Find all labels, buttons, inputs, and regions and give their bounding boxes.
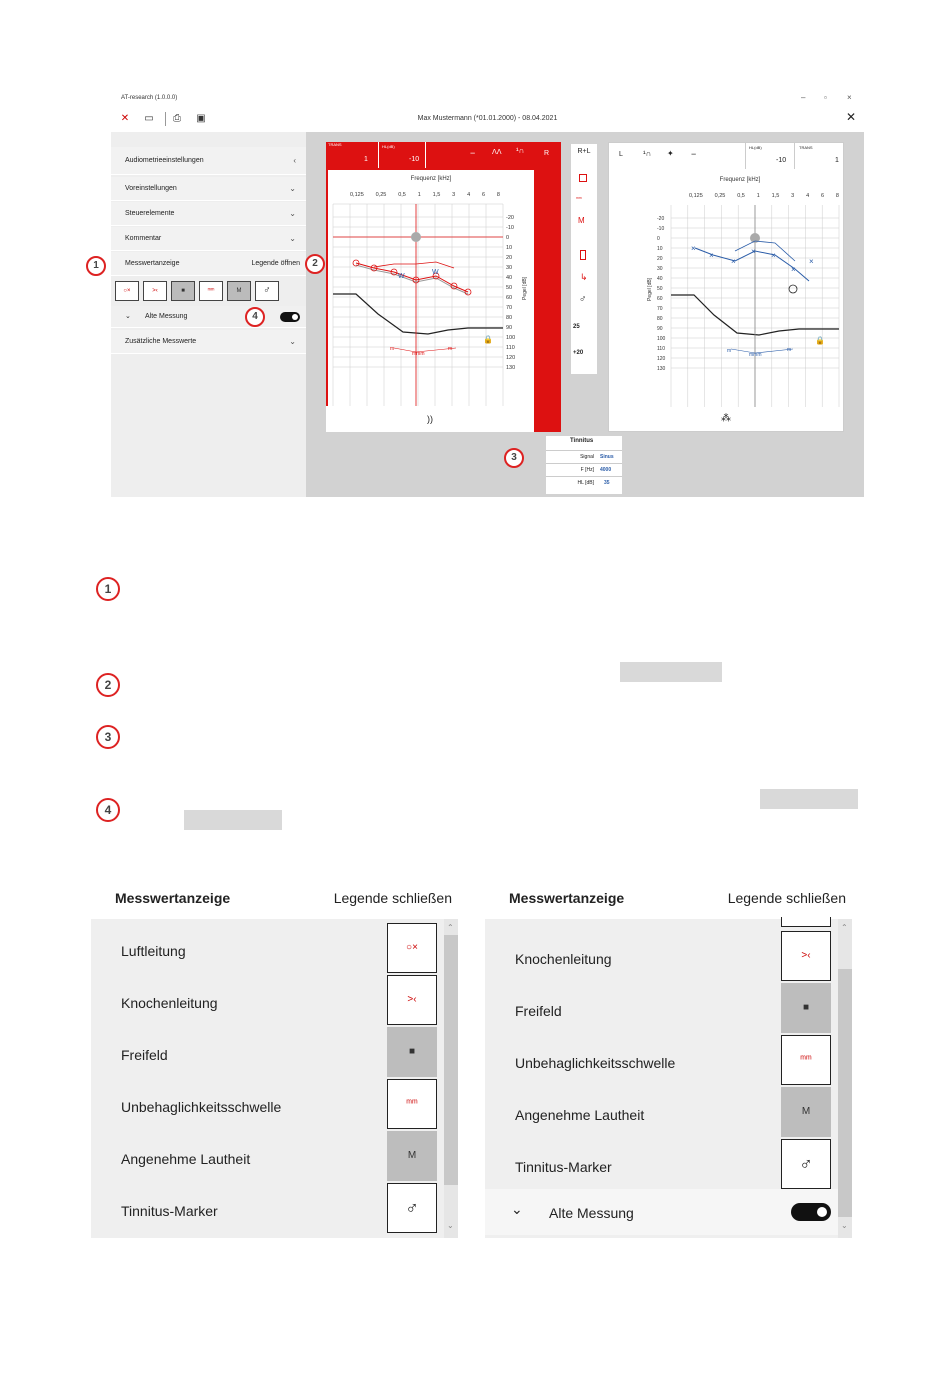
tinnitus-panel <box>546 436 622 494</box>
db-tick-label: 40 <box>506 275 513 281</box>
export-icon[interactable]: ▣ <box>196 113 206 124</box>
db-tick-label: 80 <box>506 315 513 321</box>
redacted-text <box>760 789 858 809</box>
minus-icon[interactable]: − <box>691 149 697 159</box>
callout-3: 3 <box>96 725 120 749</box>
legend-list <box>91 919 458 1238</box>
chevron-down-icon: ⌄ <box>289 209 296 218</box>
trans-value: 1 <box>364 156 368 163</box>
db-tick-label: 30 <box>657 266 663 272</box>
callout-4: 4 <box>96 798 120 822</box>
step-25-button[interactable]: 25 <box>573 324 580 330</box>
collapse-icon[interactable]: ‹ <box>293 156 296 165</box>
legend-row-knochenleitung[interactable]: Knochenleitung >‹ <box>91 975 458 1027</box>
step-20-button[interactable]: +20 <box>573 350 584 356</box>
chevron-down-icon: ⌄ <box>289 234 296 243</box>
legend-list <box>485 919 852 1238</box>
svg-text:×: × <box>751 247 756 256</box>
db-tick-label: 60 <box>506 295 513 301</box>
minus-icon[interactable]: − <box>470 148 476 158</box>
db-tick-label: 110 <box>657 346 665 352</box>
db-tick-label: 90 <box>657 326 663 332</box>
tinnitus-row: HL [dB] 35 <box>546 476 622 488</box>
db-tick-label: 60 <box>657 296 663 302</box>
scrollbar[interactable]: ⌃ ⌄ <box>444 919 458 1238</box>
freq-axis-label: Frequenz [kHz] <box>410 176 452 182</box>
legend-panel-right <box>485 873 852 1238</box>
sidebar <box>111 132 306 497</box>
legend-row-freifeld[interactable]: Freifeld ■ <box>485 983 852 1035</box>
callout-3: 3 <box>504 448 524 468</box>
svg-text:×: × <box>809 257 814 266</box>
legend-row-tinnitus[interactable]: Tinnitus-Marker ♂ <box>485 1139 852 1191</box>
callout-1: 1 <box>96 577 120 601</box>
freq-ticks: 0,125 0,25 0,5 1 1,5 3 4 6 8 <box>350 192 500 198</box>
app-window <box>111 90 864 497</box>
legend-close-link[interactable]: Legende schließen <box>727 890 846 906</box>
sidebar-item-messwertanzeige <box>111 252 306 276</box>
legend-row-freifeld[interactable]: Freifeld ■ <box>91 1027 458 1079</box>
sidebar-item-label: Zusätzliche Messwerte <box>125 338 197 345</box>
svg-text:×: × <box>691 244 696 253</box>
svg-text:m: m <box>448 346 453 352</box>
svg-text:×: × <box>791 265 796 274</box>
hl-box <box>745 143 795 169</box>
alte-messung-row <box>485 1189 852 1235</box>
svg-text:m: m <box>390 346 395 352</box>
chevron-down-icon: ⌄ <box>289 337 296 346</box>
sidebar-header[interactable] <box>111 147 306 175</box>
svg-text:×: × <box>731 257 736 266</box>
callout-4: 4 <box>245 307 265 327</box>
headphones-icon[interactable]: ¹∩ <box>643 149 652 158</box>
chevron-down-icon: ⌄ <box>289 184 296 193</box>
svg-text:mmm: mmm <box>412 351 425 357</box>
sidebar-item-steuerelemente[interactable] <box>111 202 306 226</box>
alte-messung-toggle[interactable] <box>791 1203 831 1221</box>
signal-icon[interactable]: ᐱᐱ <box>492 149 502 156</box>
window-close-button[interactable]: × <box>847 93 852 102</box>
db-tick-label: 130 <box>506 365 516 371</box>
legend-row-angenehm[interactable]: Angenehme Lautheit M <box>485 1087 852 1139</box>
partial-box <box>781 917 831 927</box>
hl-box <box>378 142 426 168</box>
tinnitus-row: Signal Sinus <box>546 450 622 462</box>
db-tick-label: 50 <box>657 286 663 292</box>
sidebar-item-label: Kommentar <box>125 235 162 242</box>
db-tick-label: -10 <box>657 226 665 232</box>
symbol-toggle-freifeld[interactable]: ■ <box>171 281 195 301</box>
signal-icon[interactable]: ✦ <box>667 149 674 158</box>
center-tools <box>571 144 597 374</box>
audiogram-plot[interactable] <box>637 171 843 407</box>
arrow-icon[interactable]: ↳ <box>580 272 588 282</box>
mcl-icon[interactable]: M <box>387 1131 437 1181</box>
audiogram-grid <box>328 170 534 406</box>
legend-row-unbehaglichkeit[interactable]: Unbehaglichkeitsschwelle ᵐᵐ <box>91 1079 458 1131</box>
ucl-icon[interactable]: ᵐᵐ <box>387 1079 437 1129</box>
db-tick-label: 120 <box>657 356 666 362</box>
sidebar-item-kommentar[interactable] <box>111 227 306 251</box>
callout-2: 2 <box>305 254 325 274</box>
db-tick-label: 30 <box>506 265 513 271</box>
svg-text:m: m <box>787 347 792 353</box>
tinnitus-marker-icon[interactable]: ♂ <box>387 1183 437 1233</box>
svg-text:🔒: 🔒 <box>815 336 825 345</box>
patient-info: Max Mustermann (*01.01.2000) - 08.04.2021 <box>417 115 558 122</box>
ucl-symbol-button[interactable]: ᵐᵐ <box>576 196 582 202</box>
svg-text:m: m <box>727 348 732 354</box>
tinnitus-icon[interactable]: ♂ <box>579 294 587 305</box>
redacted-text <box>620 662 722 682</box>
legend-header <box>485 873 852 919</box>
db-tick-label: -20 <box>506 215 514 221</box>
air-conduction-icon[interactable]: ○× <box>387 923 437 973</box>
svg-text:mmm: mmm <box>749 352 762 358</box>
callout-2: 2 <box>96 673 120 697</box>
mcl-symbol-button[interactable]: M <box>578 216 585 225</box>
air-symbol-button[interactable] <box>579 174 587 182</box>
symbol-toggle-luftleitung[interactable]: ○× <box>115 281 139 301</box>
alte-messung-label: Alte Messung <box>549 1205 634 1221</box>
svg-text:W: W <box>432 269 439 276</box>
legend-row-unbehaglichkeit[interactable]: Unbehaglichkeitsschwelle ᵐᵐ <box>485 1035 852 1087</box>
db-tick-label: -20 <box>657 216 665 222</box>
sidebar-item-zusatz[interactable] <box>111 330 306 354</box>
close-icon[interactable]: ✕ <box>845 110 856 124</box>
legend-header <box>91 873 458 919</box>
db-tick-label: 100 <box>506 335 516 341</box>
trans-label: TRANS <box>799 145 813 150</box>
messwert-label: Messwertanzeige <box>125 260 180 267</box>
legend-row-knochenleitung[interactable]: Knochenleitung >‹ <box>485 931 852 983</box>
svg-text:🔒: 🔒 <box>483 335 493 344</box>
freq-axis-label: Frequenz [kHz] <box>719 177 761 183</box>
y-axis-label: Pegel [dB] <box>522 276 528 300</box>
sidebar-item-voreinstellungen[interactable] <box>111 177 306 201</box>
alte-messung-label: Alte Messung <box>145 313 188 320</box>
db-tick-label: 100 <box>657 336 666 342</box>
redacted-text <box>184 810 282 830</box>
tinnitus-marker-icon[interactable]: ♂ <box>781 1139 831 1189</box>
trans-label: TRANS <box>328 142 342 147</box>
legend-row-angenehm[interactable]: Angenehme Lautheit M <box>91 1131 458 1183</box>
alte-messung-row <box>111 306 306 328</box>
scrollbar-thumb[interactable] <box>838 969 852 1217</box>
bone-conductor-icon[interactable]: )) <box>326 406 534 432</box>
app-title: AT-research (1.0.0.0) <box>121 95 178 101</box>
sidebar-item-label: Steuerelemente <box>125 210 175 217</box>
db-tick-label: 110 <box>506 345 515 351</box>
audiogram-icon[interactable]: ✕ <box>120 113 130 124</box>
side-label: L <box>619 151 623 158</box>
db-tick-label: 0 <box>657 236 660 242</box>
hl-label: HL(dB) <box>382 144 395 149</box>
symbol-toggle-angenehm[interactable]: M <box>227 281 251 301</box>
r-plus-l-button[interactable]: R+L <box>577 148 591 155</box>
legend-row-tinnitus[interactable]: Tinnitus-Marker ♂ <box>91 1183 458 1235</box>
maximize-button[interactable]: ▫ <box>824 93 827 102</box>
db-tick-label: 90 <box>506 325 513 331</box>
svg-text:×: × <box>771 251 776 260</box>
legend-panel-left <box>91 873 458 1238</box>
scrollbar[interactable]: ⌃ ⌄ <box>838 919 852 1238</box>
symbol-toggle-unbehaglichkeit[interactable]: ᵐᵐ <box>199 281 223 301</box>
free-field-icon[interactable]: ■ <box>387 1027 437 1077</box>
audiogram-grid <box>609 171 825 407</box>
freq-ticks: 0,125 0,25 0,5 1 1,5 3 4 6 8 <box>689 193 839 199</box>
y-axis-label: Pegel [dB] <box>647 277 653 301</box>
scrollbar-thumb[interactable] <box>444 935 458 1185</box>
chevron-down-icon[interactable]: ⌄ <box>125 313 131 320</box>
db-tick-label: 70 <box>657 306 663 312</box>
alte-messung-toggle[interactable] <box>280 312 300 322</box>
mask-icon[interactable] <box>580 250 586 260</box>
db-tick-label: 40 <box>657 276 663 282</box>
db-tick-label: 70 <box>506 305 513 311</box>
sidebar-header-label: Audiometrieeinstellungen <box>125 157 204 164</box>
work-area <box>111 132 864 497</box>
audiogram-right-ear <box>326 142 561 432</box>
audiogram-left-ear <box>608 142 844 432</box>
minimize-button[interactable]: – <box>801 93 806 102</box>
hl-value: -10 <box>409 156 420 163</box>
hl-label: HL(dB) <box>749 145 762 150</box>
audiogram-plot[interactable] <box>328 170 534 406</box>
hl-value: -10 <box>776 157 787 164</box>
tinnitus-title: Tinnitus <box>570 438 594 444</box>
db-tick-label: 10 <box>657 246 663 252</box>
db-tick-label: 120 <box>506 355 516 361</box>
symbol-toggle-tinnitus[interactable]: ♂ <box>255 281 279 301</box>
noise-signal-icon[interactable]: ⁂ <box>721 413 731 424</box>
legend-open-link[interactable]: Legende öffnen <box>251 260 300 267</box>
db-tick-label: 50 <box>506 285 513 291</box>
ucl-icon[interactable]: ᵐᵐ <box>781 1035 831 1085</box>
db-tick-label: 10 <box>506 245 513 251</box>
legend-close-link[interactable]: Legende schließen <box>333 890 452 906</box>
svg-text:W: W <box>398 273 405 280</box>
db-tick-label: 20 <box>506 255 513 261</box>
side-label: R <box>544 150 550 157</box>
callout-1: 1 <box>86 256 106 276</box>
legend-title: Messwertanzeige <box>509 890 625 906</box>
legend-row-luftleitung[interactable]: Luftleitung ○× <box>91 923 458 975</box>
db-tick-label: -10 <box>506 225 514 231</box>
toolbar <box>111 108 864 132</box>
db-tick-label: 130 <box>657 366 666 372</box>
db-tick-label: 0 <box>506 235 510 241</box>
mcl-icon[interactable]: M <box>781 1087 831 1137</box>
title-bar <box>111 90 864 108</box>
headphones-icon[interactable]: ¹∩ <box>516 146 525 155</box>
symbol-toggle-knochenleitung[interactable]: >‹ <box>143 281 167 301</box>
window-icon[interactable]: ▭ <box>144 113 154 124</box>
legend-title: Messwertanzeige <box>115 890 231 906</box>
svg-text:×: × <box>709 251 714 260</box>
trans-value: 1 <box>835 157 839 164</box>
chevron-down-icon[interactable]: ⌄ <box>511 1201 523 1217</box>
db-tick-label: 20 <box>657 256 663 262</box>
db-tick-label: 80 <box>657 316 663 322</box>
bone-conduction-icon[interactable]: >‹ <box>781 931 831 981</box>
tinnitus-row: F [Hz] 4000 <box>546 463 622 475</box>
bone-conduction-icon[interactable]: >‹ <box>387 975 437 1025</box>
print-icon[interactable]: ⎙ <box>173 113 181 124</box>
sidebar-item-label: Voreinstellungen <box>125 185 177 192</box>
free-field-icon[interactable]: ■ <box>781 983 831 1033</box>
